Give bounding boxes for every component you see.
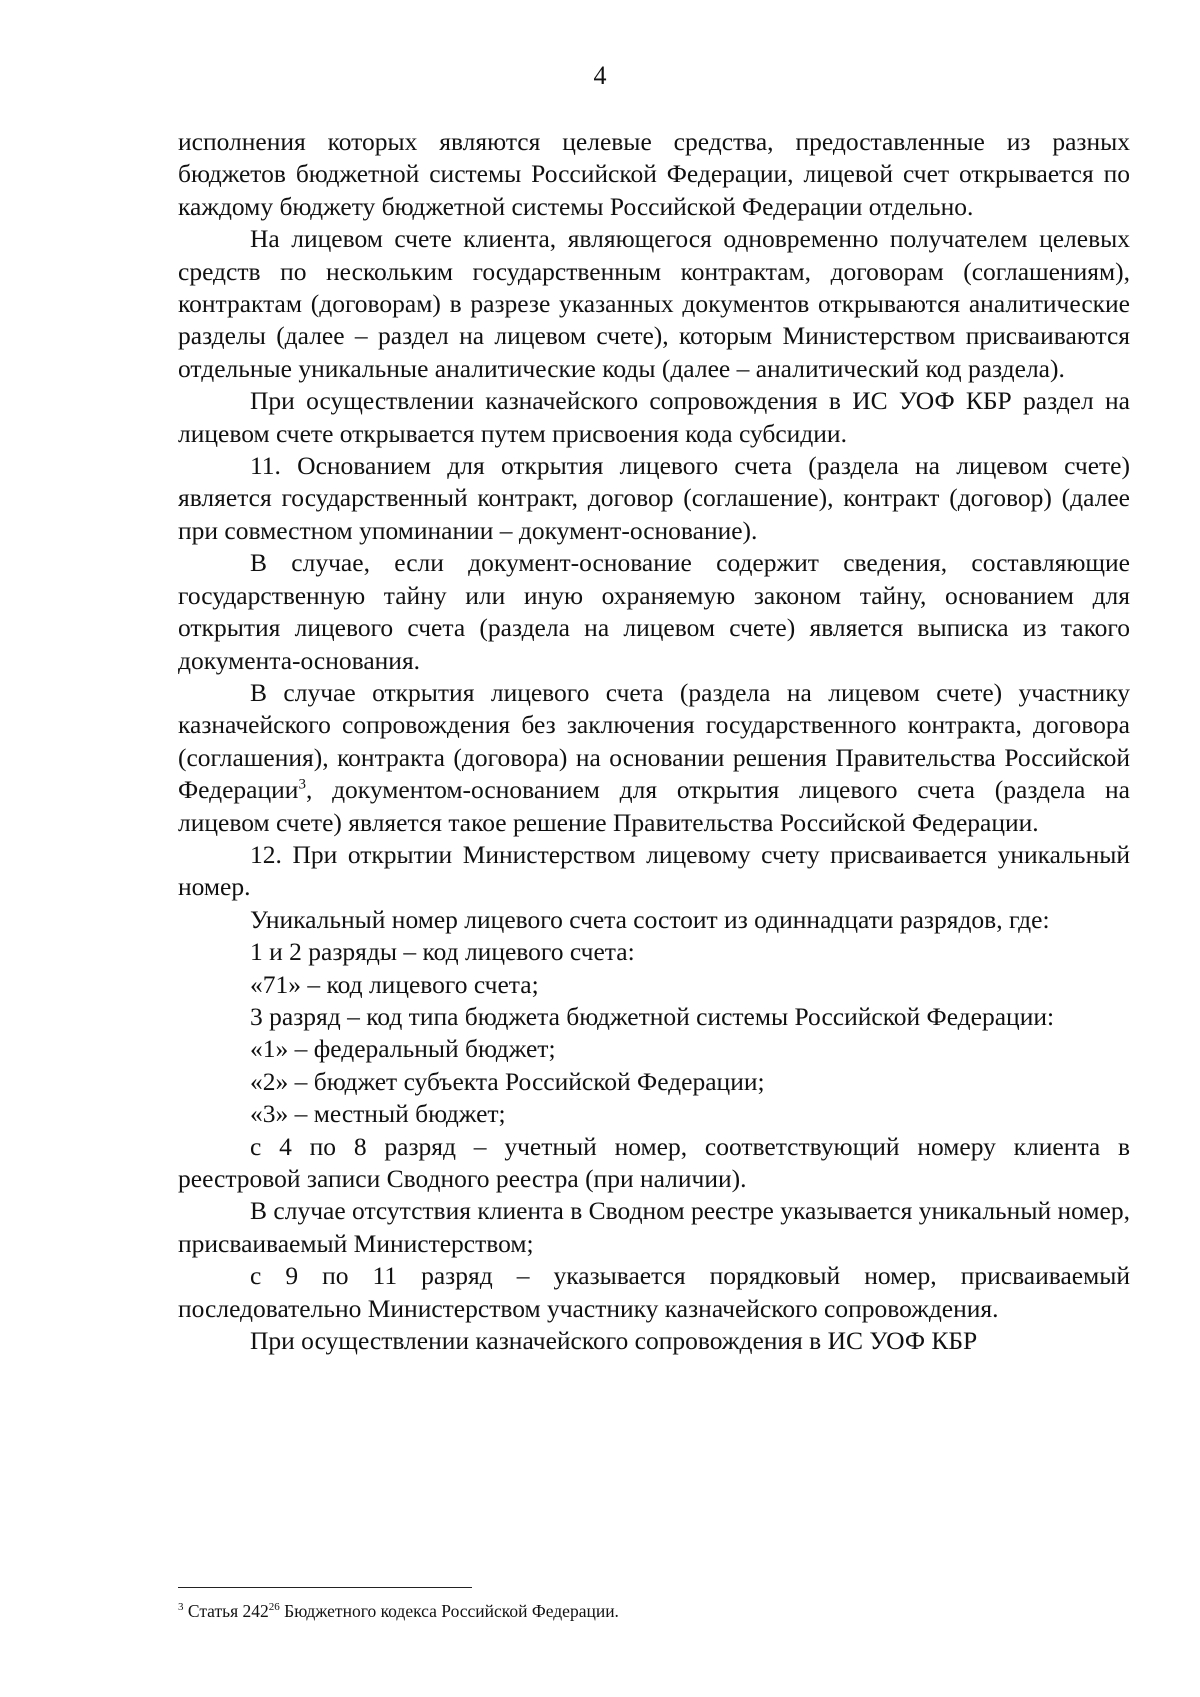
list-item: «3» – местный бюджет; bbox=[250, 1099, 506, 1129]
paragraph: 12. При открытии Министерством лицевому счету присваивается уникальный номер. bbox=[178, 839, 1130, 902]
footnote-divider bbox=[178, 1587, 472, 1588]
list-item: с 9 по 11 разряд – указывается порядковый номер, присваиваемый последовательно Министерством участнику казначейского сопровождения. bbox=[178, 1261, 1130, 1323]
paragraph: На лицевом счете клиента, являющегося одновременно получателем целевых средств по нескольким государственным контрактам, договорам (соглашениям), контрактам (договорам) в разрезе указанных документов открываются аналитические разделы (далее – раздел на лицевом счете), которым Министерством присваиваются отдельные уникальные аналитические коды (далее – аналитический код раздела). bbox=[178, 224, 1130, 383]
paragraph-text: В случае открытия лицевого счета (раздела на лицевом счете) участнику казначейского сопровождения без заключения государственного контракта, договора (соглашения), контракта (договора) на основании решения Правительства Российской Федерации bbox=[178, 677, 1130, 805]
document-body bbox=[178, 126, 1130, 1357]
footnote bbox=[178, 1600, 1130, 1622]
list-item: с 4 по 8 разряд – учетный номер, соответствующий номеру клиента в реестровой записи Сводного реестра (при наличии). bbox=[178, 1131, 1130, 1193]
list-item: «2» – бюджет субъекта Российской Федерации; bbox=[250, 1066, 765, 1096]
paragraph-text: , документом-основанием для открытия лицевого счета (раздела на лицевом счете) является такое решение Правительства Российской Федерации. bbox=[178, 775, 1130, 837]
list-item: 3 разряд – код типа бюджета бюджетной системы Российской Федерации: bbox=[250, 1001, 1055, 1031]
list-item: «71» – код лицевого счета; bbox=[250, 969, 539, 999]
footnote-text: Статья 242 bbox=[187, 1601, 269, 1621]
paragraph: При осуществлении казначейского сопровождения в ИС УОФ КБР раздел на лицевом счете открывается путем присвоения кода субсидии. bbox=[178, 386, 1130, 448]
footnote-superscript: 26 bbox=[268, 1601, 280, 1614]
paragraph: В случае, если документ-основание содержит сведения, составляющие государственную тайну или иную охраняемую законом тайну, основанием для открытия лицевого счета (раздела на лицевом счете) является выписка из такого документа-основания. bbox=[178, 548, 1130, 675]
paragraph-with-footnote-ref bbox=[178, 677, 1130, 839]
list-item: 1 и 2 разряды – код лицевого счета: bbox=[250, 937, 635, 967]
footnote-ref[interactable]: 3 bbox=[298, 776, 306, 793]
page-number: 4 bbox=[593, 61, 607, 90]
paragraph: исполнения которых являются целевые средства, предоставленные из разных бюджетов бюджетной системы Российской Федерации, лицевой счет открывается по каждому бюджету бюджетной системы Российской Федерации отдельно. bbox=[178, 127, 1130, 221]
paragraph: 11. Основанием для открытия лицевого счета (раздела на лицевом счете) является государственный контракт, договор (соглашение), контракт (договор) (далее при совместном упоминании – документ-основание). bbox=[178, 451, 1130, 545]
list-item: «1» – федеральный бюджет; bbox=[250, 1034, 556, 1064]
paragraph: В случае отсутствия клиента в Сводном реестре указывается уникальный номер, присваиваемый Министерством; bbox=[178, 1196, 1130, 1258]
paragraph: Уникальный номер лицевого счета состоит из одиннадцати разрядов, где: bbox=[250, 904, 1050, 934]
paragraph: При осуществлении казначейского сопровождения в ИС УОФ КБР bbox=[250, 1326, 978, 1356]
footnote-text: Бюджетного кодекса Российской Федерации. bbox=[279, 1601, 619, 1621]
footnote-number: 3 bbox=[178, 1601, 184, 1614]
